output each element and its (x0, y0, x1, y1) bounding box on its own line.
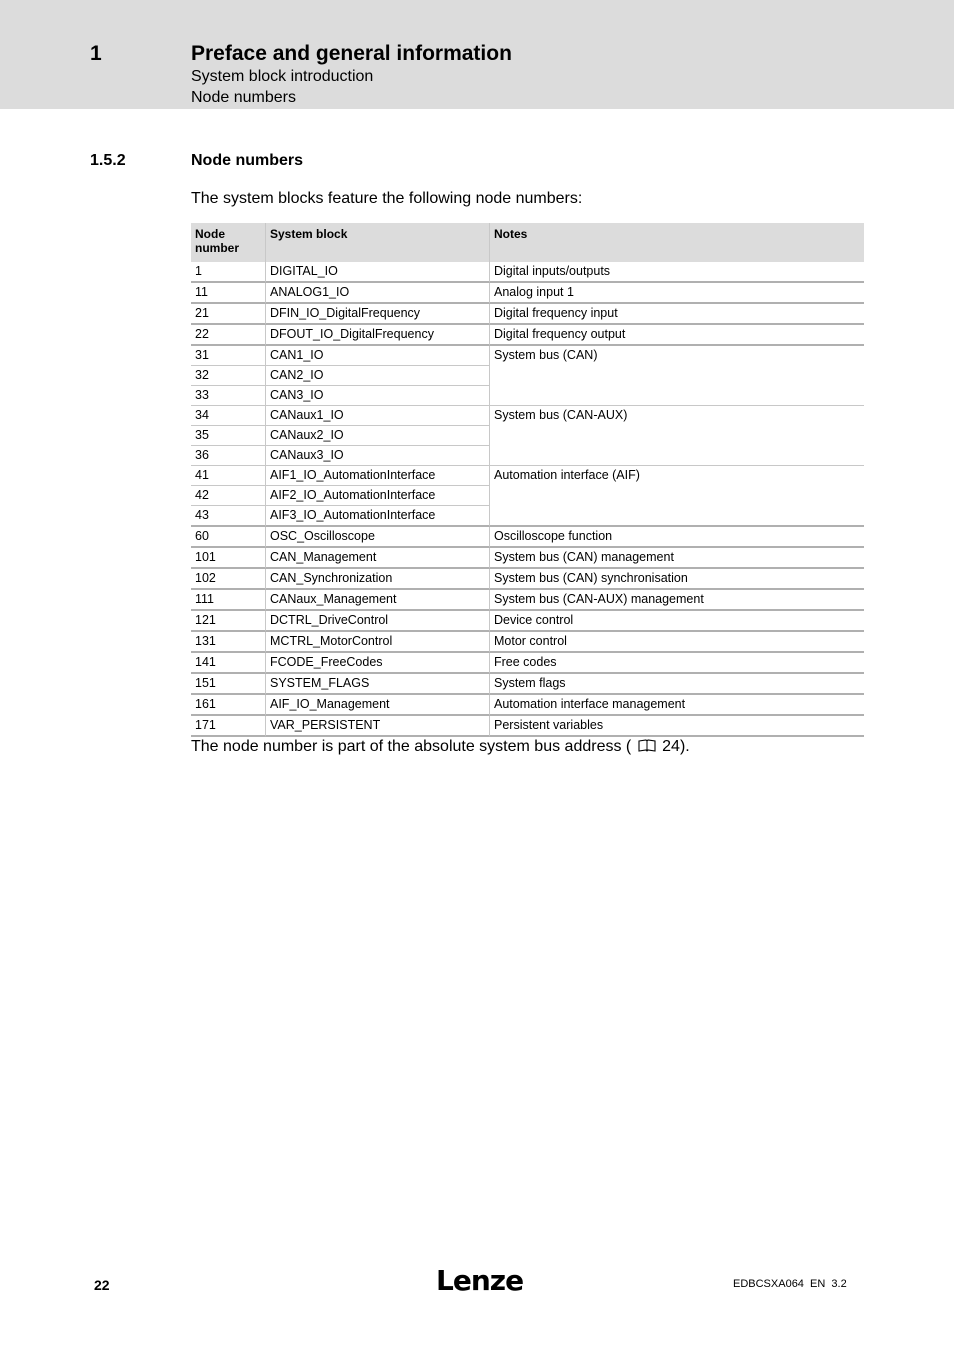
system-block-cell: AIF2_IO_AutomationInterface (265, 486, 489, 506)
node-number-cell: 22 (191, 325, 265, 346)
table-row (191, 325, 864, 346)
table-row (191, 716, 864, 737)
node-number-cell: 36 (191, 446, 265, 466)
node-number-cell: 171 (191, 716, 265, 737)
system-block-cell: ANALOG1_IO (265, 283, 489, 304)
system-block-cell: CANaux1_IO (265, 406, 489, 426)
system-block-cell: CAN2_IO (265, 366, 489, 386)
node-number-cell: 35 (191, 426, 265, 446)
node-number-cell: 21 (191, 304, 265, 325)
table-row (191, 548, 864, 569)
outro-text (191, 738, 690, 756)
system-block-cell: DCTRL_DriveControl (265, 611, 489, 632)
table-row (191, 632, 864, 653)
node-number-cell: 151 (191, 674, 265, 695)
notes-cell: Motor control (489, 632, 864, 653)
page-number: 22 (94, 1277, 110, 1293)
notes-cell: System bus (CAN) management (489, 548, 864, 569)
system-block-cell: AIF1_IO_AutomationInterface (265, 466, 489, 486)
system-block-cell: CAN1_IO (265, 346, 489, 366)
system-block-cell: CANaux2_IO (265, 426, 489, 446)
node-number-cell: 11 (191, 283, 265, 304)
table-header-row (191, 223, 864, 262)
system-block-cell: DFIN_IO_DigitalFrequency (265, 304, 489, 325)
outro-text-after: ). (679, 738, 690, 755)
header-subtitle-2: Node numbers (191, 89, 296, 106)
column-header-notes: Notes (489, 223, 864, 262)
node-number-cell: 43 (191, 506, 265, 527)
node-number-cell: 32 (191, 366, 265, 386)
node-number-cell: 102 (191, 569, 265, 590)
lenze-logo: Lenze (436, 1264, 524, 1297)
system-block-cell: DIGITAL_IO (265, 262, 489, 283)
notes-cell: System bus (CAN) (489, 346, 864, 406)
notes-cell: Oscilloscope function (489, 527, 864, 548)
system-block-cell: CAN_Management (265, 548, 489, 569)
node-numbers-table (191, 223, 864, 737)
node-number-cell: 161 (191, 695, 265, 716)
system-block-cell: AIF3_IO_AutomationInterface (265, 506, 489, 527)
table-row (191, 674, 864, 695)
outro-page-ref[interactable]: 24 (662, 738, 680, 755)
table-row (191, 406, 864, 426)
column-header-system-block: System block (265, 223, 489, 262)
book-icon (638, 739, 656, 752)
notes-cell: System flags (489, 674, 864, 695)
table-row (191, 466, 864, 486)
intro-text: The system blocks feature the following node numbers: (191, 190, 583, 207)
table-row (191, 695, 864, 716)
table-row (191, 611, 864, 632)
outro-text-before: The node number is part of the absolute system bus address ( (191, 738, 632, 755)
notes-cell: Digital frequency input (489, 304, 864, 325)
node-number-cell: 60 (191, 527, 265, 548)
node-number-cell: 33 (191, 386, 265, 406)
notes-cell: Persistent variables (489, 716, 864, 737)
system-block-cell: FCODE_FreeCodes (265, 653, 489, 674)
system-block-cell: SYSTEM_FLAGS (265, 674, 489, 695)
table-row (191, 262, 864, 283)
node-number-cell: 121 (191, 611, 265, 632)
notes-cell: Automation interface management (489, 695, 864, 716)
table-row (191, 346, 864, 366)
notes-cell: Analog input 1 (489, 283, 864, 304)
notes-cell: System bus (CAN-AUX) management (489, 590, 864, 611)
system-block-cell: DFOUT_IO_DigitalFrequency (265, 325, 489, 346)
header-subtitle-1: System block introduction (191, 68, 374, 85)
system-block-cell: VAR_PERSISTENT (265, 716, 489, 737)
table-row (191, 653, 864, 674)
system-block-cell: CAN_Synchronization (265, 569, 489, 590)
table-row (191, 590, 864, 611)
section-title: Node numbers (191, 152, 304, 169)
node-number-cell: 111 (191, 590, 265, 611)
notes-cell: System bus (CAN-AUX) (489, 406, 864, 466)
notes-cell: Free codes (489, 653, 864, 674)
system-block-cell: AIF_IO_Management (265, 695, 489, 716)
table-row (191, 569, 864, 590)
section-number: 1.5.2 (90, 152, 126, 169)
chapter-number: 1 (90, 42, 102, 65)
notes-cell: Automation interface (AIF) (489, 466, 864, 527)
notes-cell: System bus (CAN) synchronisation (489, 569, 864, 590)
system-block-cell: CAN3_IO (265, 386, 489, 406)
document-id: EDBCSXA064 EN 3.2 (733, 1278, 847, 1290)
table-row (191, 527, 864, 548)
node-number-cell: 1 (191, 262, 265, 283)
system-block-cell: CANaux3_IO (265, 446, 489, 466)
notes-cell: Digital frequency output (489, 325, 864, 346)
node-number-cell: 101 (191, 548, 265, 569)
chapter-title: Preface and general information (191, 42, 512, 65)
column-header-node-number: Node number (191, 223, 265, 262)
notes-cell: Digital inputs/outputs (489, 262, 864, 283)
node-number-cell: 131 (191, 632, 265, 653)
node-number-cell: 141 (191, 653, 265, 674)
notes-cell: Device control (489, 611, 864, 632)
system-block-cell: OSC_Oscilloscope (265, 527, 489, 548)
node-number-cell: 42 (191, 486, 265, 506)
node-number-cell: 31 (191, 346, 265, 366)
node-number-cell: 41 (191, 466, 265, 486)
node-number-cell: 34 (191, 406, 265, 426)
system-block-cell: CANaux_Management (265, 590, 489, 611)
table-row (191, 283, 864, 304)
table-row (191, 304, 864, 325)
system-block-cell: MCTRL_MotorControl (265, 632, 489, 653)
